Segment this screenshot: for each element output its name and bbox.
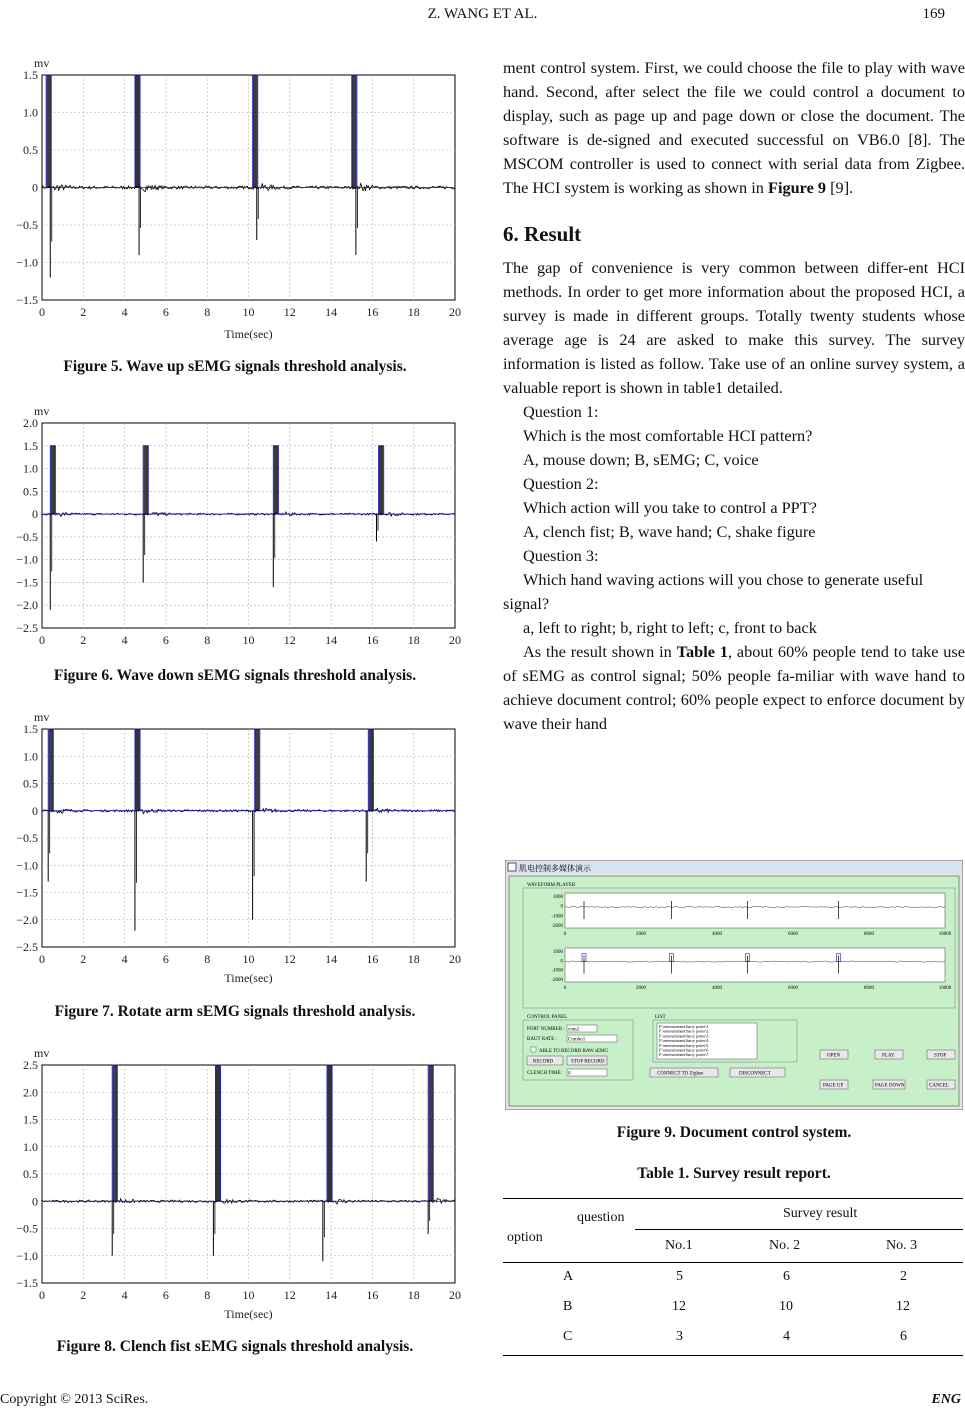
y-unit-label: mv xyxy=(34,56,50,70)
y-tick-label: −1.0 xyxy=(16,1248,38,1263)
x-tick-label: 10 xyxy=(242,1288,255,1302)
x-tick-label: 18 xyxy=(407,305,420,319)
x-tick-label: 20 xyxy=(449,952,461,966)
cell-c-3: 6 xyxy=(900,1329,907,1344)
figure-9-ref: Figure 9 xyxy=(768,178,827,197)
figure-5-chart xyxy=(0,50,475,345)
cell-b-3: 12 xyxy=(896,1299,910,1314)
y-tick-label: 2.0 xyxy=(23,416,38,430)
table-1-ref: Table 1 xyxy=(676,642,728,661)
table-1-caption: Table 1. Survey result report. xyxy=(637,1165,831,1182)
connect-button-label: CONNECT TO Zigbee xyxy=(657,1071,704,1077)
figure-7-chart xyxy=(0,704,475,989)
y-tick-label: 1.5 xyxy=(23,438,38,453)
x-tick-label: 0 xyxy=(39,1288,45,1302)
y-tick-label: 2.0 xyxy=(23,1085,38,1100)
x-tick-label: 10 xyxy=(242,633,255,647)
gui-y-tick: 0 xyxy=(560,904,563,910)
file-list-items xyxy=(659,1024,708,1057)
figure-5 xyxy=(0,50,475,345)
y-tick-label: 0 xyxy=(32,180,38,195)
x-tick-label: 4 xyxy=(121,633,128,647)
x-tick-label: 2 xyxy=(80,305,87,319)
cell-a-1: 5 xyxy=(676,1269,683,1284)
port-number-value: com2 xyxy=(568,1027,580,1033)
figure-6-caption: Figure 6. Wave down sEMG signals threshold analysis. xyxy=(53,667,417,684)
y-tick-label: 1.5 xyxy=(23,722,38,736)
p3a: As the result shown in xyxy=(523,642,677,661)
question-2: Question 2: xyxy=(523,474,599,493)
x-tick-label: 4 xyxy=(121,305,128,319)
x-tick-label: 16 xyxy=(366,952,379,966)
port-number-label: PORT NUMBER : xyxy=(527,1027,565,1032)
right-column xyxy=(503,56,965,736)
x-tick-label: 12 xyxy=(283,1288,296,1302)
gui-x-tick: 6000 xyxy=(788,932,798,937)
gui-x-tick: 10000 xyxy=(938,932,952,937)
y-tick-label: 1.0 xyxy=(23,749,38,764)
x-tick-label: 6 xyxy=(162,305,169,319)
figure-6-chart xyxy=(0,396,475,654)
y-tick-label: −1.0 xyxy=(16,552,38,567)
gui-x-tick: 6000 xyxy=(788,986,798,991)
x-tick-label: 14 xyxy=(325,952,338,966)
x-tick-label: 8 xyxy=(204,952,211,966)
clench-time-value: 0 xyxy=(568,1071,571,1077)
x-tick-label: 6 xyxy=(162,1288,169,1302)
question-1: Question 1: xyxy=(523,402,599,421)
gui-y-tick: -2000 xyxy=(551,924,563,929)
x-tick-label: 16 xyxy=(366,305,379,319)
play-button-label: PLAY xyxy=(882,1053,895,1059)
gui-x-tick: 8000 xyxy=(864,932,874,937)
x-tick-label: 4 xyxy=(121,952,128,966)
file-list-item: F:\entertainment\harry potter\3 xyxy=(659,1033,709,1039)
list-label: LIST xyxy=(655,1015,666,1020)
x-tick-label: 20 xyxy=(449,633,461,647)
clench-time-label: CLENCH TIME: xyxy=(527,1071,562,1076)
paragraph-2: The gap of convenience is very common between differ-ent HCI methods. In order to get more information about the proposed HCI, a survey is made in different groups. Totally twenty students whose average age is 24 are asked to make this survey. The survey information is listed as follow. Take use of an online survey system, a valuable report is shown in table1 detailed. xyxy=(503,258,965,397)
control-panel-label: CONTROL PANEL xyxy=(527,1015,568,1020)
question-1-options: A, mouse down; B, sEMG; C, voice xyxy=(523,450,759,469)
figure-6 xyxy=(0,396,475,654)
gui-x-tick: 2000 xyxy=(636,986,646,991)
x-tick-label: 14 xyxy=(325,1288,338,1302)
gui-plot-area xyxy=(565,948,945,982)
cell-b-1: 12 xyxy=(672,1299,686,1314)
window-title: 肌电控制多媒体演示 xyxy=(519,864,591,873)
y-tick-label: −1.5 xyxy=(16,1276,38,1290)
y-tick-label: −0.5 xyxy=(16,218,38,232)
figure-9-caption: Figure 9. Document control system. xyxy=(616,1124,852,1141)
file-list-item: F:\entertainment\harry potter\4 xyxy=(659,1038,709,1044)
gui-x-tick: 4000 xyxy=(712,932,722,937)
copyright: Copyright © 2013 SciRes. xyxy=(0,1392,149,1407)
disconnect-button-label: DISCONNECT xyxy=(739,1071,771,1077)
y-tick-label: −1.0 xyxy=(16,858,38,873)
question-3: Question 3: xyxy=(523,546,599,565)
y-tick-label: −1.0 xyxy=(16,255,38,270)
stop-record-button-label: STOP RECORD xyxy=(571,1059,605,1065)
table-header-rule xyxy=(503,1262,963,1263)
x-tick-label: 2 xyxy=(80,952,87,966)
figure-8-chart xyxy=(0,1040,475,1325)
x-tick-label: 2 xyxy=(80,633,87,647)
gui-plot-area xyxy=(565,893,945,928)
x-tick-label: 14 xyxy=(325,633,338,647)
page-number: 169 xyxy=(922,6,945,22)
gui-y-tick: 1000 xyxy=(553,895,563,900)
paragraph-3 xyxy=(503,640,965,736)
gui-y-tick: 1000 xyxy=(553,950,563,955)
survey-result-header: Survey result xyxy=(783,1206,858,1221)
question-header: question xyxy=(577,1210,625,1225)
x-tick-label: 10 xyxy=(242,305,255,319)
gui-y-tick: -1000 xyxy=(551,914,563,920)
gui-x-tick: 4000 xyxy=(712,986,722,991)
cell-c-2: 4 xyxy=(783,1329,790,1344)
baud-rate-label: BAUT RATE : xyxy=(527,1037,557,1042)
x-tick-label: 6 xyxy=(162,952,169,966)
table-group-rule xyxy=(635,1229,963,1230)
question-2-options: A, clench fist; B, wave hand; C, shake figure xyxy=(523,522,816,541)
table-1 xyxy=(503,1198,963,1358)
x-tick-label: 20 xyxy=(449,305,461,319)
table-bottom-rule xyxy=(503,1355,963,1356)
y-unit-label: mv xyxy=(34,1046,50,1060)
clench-time-input[interactable] xyxy=(567,1069,607,1076)
row-label-c: C xyxy=(563,1329,573,1344)
waveform-label: WAVEFORM PLAYER xyxy=(527,883,576,888)
y-tick-label: −1.5 xyxy=(16,575,38,590)
x-tick-label: 8 xyxy=(204,633,211,647)
figure-7-caption: Figure 7. Rotate arm sEMG signals threshold analysis. xyxy=(54,1003,416,1020)
question-1-text: Which is the most comfortable HCI pattern? xyxy=(523,426,813,445)
file-list-item: F:\entertainment\harry potter\2 xyxy=(659,1028,709,1034)
x-tick-label: 16 xyxy=(366,1288,379,1302)
cancel-button-label: CANCEL xyxy=(929,1083,949,1089)
option-header: option xyxy=(507,1230,543,1245)
y-tick-label: 0.5 xyxy=(23,1167,38,1181)
y-tick-label: −2.0 xyxy=(16,598,38,613)
paragraph-1 xyxy=(503,56,965,200)
running-title: Z. WANG ET AL. xyxy=(427,6,538,22)
cell-c-1: 3 xyxy=(676,1329,683,1344)
file-list-item: F:\entertainment\harry potter\7 xyxy=(659,1052,709,1058)
question-3-options: a, left to right; b, right to left; c, front to back xyxy=(523,618,817,637)
gui-x-tick: 0 xyxy=(563,986,567,991)
x-tick-label: 18 xyxy=(407,1288,420,1302)
x-tick-label: 18 xyxy=(407,633,420,647)
y-tick-label: −1.5 xyxy=(16,293,38,307)
x-tick-label: 18 xyxy=(407,952,420,966)
app-icon xyxy=(508,863,516,871)
y-tick-label: −2.5 xyxy=(16,940,38,954)
figure-7 xyxy=(0,704,475,989)
journal-name: ENG xyxy=(931,1392,961,1407)
record-check-label: ABLE TO RECORD RAW sEMG xyxy=(539,1049,609,1054)
x-tick-label: 10 xyxy=(242,952,255,966)
y-tick-label: 1.5 xyxy=(23,1112,38,1127)
y-tick-label: 2.5 xyxy=(23,1058,38,1072)
file-list-item: F:\entertainment\harry potter\6 xyxy=(659,1047,709,1053)
gui-y-tick: -2000 xyxy=(551,978,563,983)
gui-y-tick: -1000 xyxy=(551,968,563,974)
row-label-a: A xyxy=(563,1269,574,1284)
col-header-1: No.1 xyxy=(665,1238,693,1253)
x-tick-label: 4 xyxy=(121,1288,128,1302)
x-tick-label: 12 xyxy=(283,952,296,966)
page-up-button-label: PAGE UP xyxy=(823,1083,844,1089)
y-tick-label: −2.0 xyxy=(16,912,38,927)
x-tick-label: 12 xyxy=(283,633,296,647)
gui-x-tick: 10000 xyxy=(938,986,952,991)
question-2-text: Which action will you take to control a PPT? xyxy=(523,498,817,517)
x-tick-label: 6 xyxy=(162,633,169,647)
y-tick-label: 1.0 xyxy=(23,461,38,476)
gui-window xyxy=(505,860,963,1110)
col-header-3: No. 3 xyxy=(886,1238,918,1253)
x-axis-label: Time(sec) xyxy=(224,971,273,985)
record-button-label: RECORD xyxy=(533,1059,554,1065)
y-tick-label: 0.5 xyxy=(23,143,38,157)
y-tick-label: 0.5 xyxy=(23,776,38,791)
y-tick-label: 1.0 xyxy=(23,1139,38,1154)
gui-x-tick: 8000 xyxy=(864,986,874,991)
x-tick-label: 14 xyxy=(325,305,338,319)
figure-8-caption: Figure 8. Clench fist sEMG signals threshold analysis. xyxy=(56,1338,414,1355)
figure-8 xyxy=(0,1040,475,1325)
row-label-b: B xyxy=(563,1299,573,1314)
y-unit-label: mv xyxy=(34,710,50,724)
x-axis-label: Time(sec) xyxy=(224,1307,273,1321)
x-tick-label: 12 xyxy=(283,305,296,319)
record-checkbox[interactable] xyxy=(531,1047,536,1052)
x-tick-label: 0 xyxy=(39,305,45,319)
x-tick-label: 16 xyxy=(366,633,379,647)
file-list-item: F:\entertainment\harry potter\1 xyxy=(659,1024,709,1029)
x-tick-label: 2 xyxy=(80,1288,87,1302)
y-tick-label: −2.5 xyxy=(16,621,38,635)
gui-x-tick: 2000 xyxy=(636,932,646,937)
y-tick-label: 0.5 xyxy=(23,484,38,499)
y-tick-label: −0.5 xyxy=(16,1221,38,1236)
open-button-label: OPEN xyxy=(827,1053,841,1059)
page-down-button-label: PAGE DOWN xyxy=(875,1083,905,1089)
col-header-2: No. 2 xyxy=(769,1238,801,1253)
y-tick-label: 1.0 xyxy=(23,105,38,120)
p1-end: [9]. xyxy=(826,178,854,197)
y-tick-label: 0 xyxy=(32,1194,38,1209)
figure-9-screenshot xyxy=(505,860,963,1110)
table-top-rule xyxy=(503,1198,963,1199)
x-tick-label: 20 xyxy=(449,1288,461,1302)
p1-text: ment control system. First, we could choose the file to play with wave hand. Second, after select the file we could control a document to display, such as page up and page down or close the document. The software is de-signed and executed successful on VB6.0 [8]. The MSCOM controller is used to connect with serial data from Zigbee. The HCI system is working as shown in xyxy=(503,58,965,197)
section-heading: 6. Result xyxy=(503,222,582,246)
cell-a-3: 2 xyxy=(900,1269,907,1284)
x-axis-label: Time(sec) xyxy=(224,327,273,341)
y-tick-label: 0 xyxy=(32,507,38,522)
y-tick-label: −0.5 xyxy=(16,831,38,845)
y-tick-label: 0 xyxy=(32,803,38,818)
gui-y-tick: 0 xyxy=(560,959,563,965)
gui-x-tick: 0 xyxy=(563,932,567,937)
figure-5-caption: Figure 5. Wave up sEMG signals threshold analysis. xyxy=(63,358,407,375)
x-tick-label: 8 xyxy=(204,305,211,319)
y-tick-label: −0.5 xyxy=(16,529,38,544)
stop-button-label: STOP xyxy=(934,1053,947,1059)
x-tick-label: 8 xyxy=(204,1288,211,1302)
y-unit-label: mv xyxy=(34,404,50,418)
x-tick-label: 0 xyxy=(39,952,45,966)
baud-rate-value: Combo1 xyxy=(568,1037,586,1043)
file-list-item: F:\entertainment\harry potter\5 xyxy=(659,1042,709,1048)
plot-area xyxy=(42,423,455,628)
page-header xyxy=(0,6,965,30)
cell-a-2: 6 xyxy=(783,1269,790,1284)
y-tick-label: −1.5 xyxy=(16,885,38,900)
x-tick-label: 0 xyxy=(39,633,45,647)
question-3-text: Which hand waving actions will you chose to generate useful signal? xyxy=(503,570,924,613)
p3c: , about 60% people tend to take use of sEMG as control signal; 50% people fa-miliar with wave hand to achieve document control; 60% people expect to enforce document by wave their hand xyxy=(503,642,965,733)
cell-b-2: 10 xyxy=(779,1299,793,1314)
y-tick-label: 1.5 xyxy=(23,68,38,82)
